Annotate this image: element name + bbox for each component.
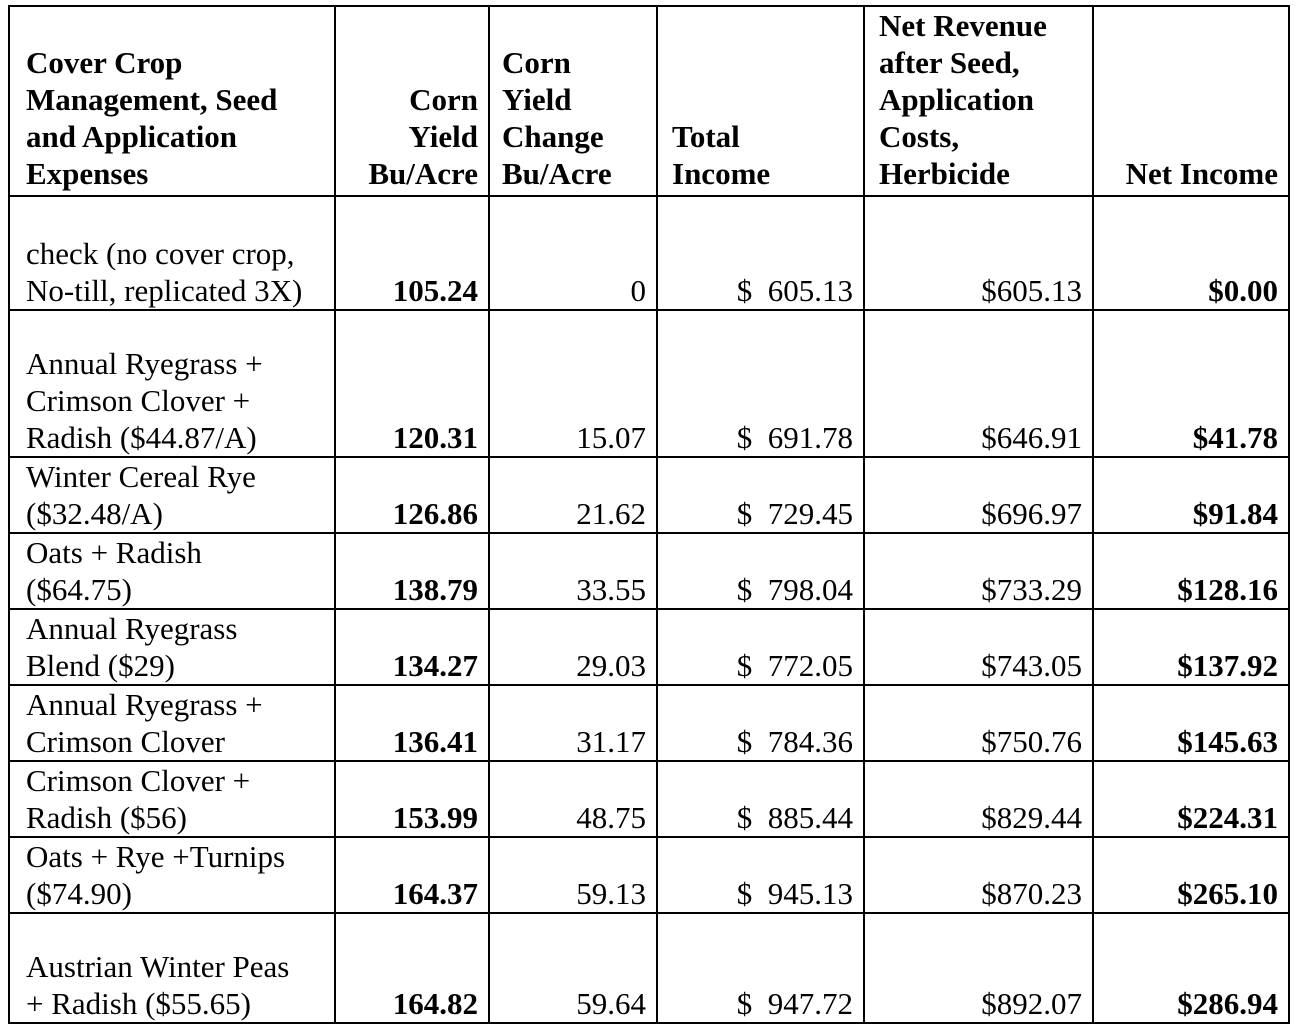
treatment-cell: Annual Ryegrass + Crimson Clover xyxy=(9,685,335,761)
net-income-cell: $224.31 xyxy=(1093,761,1289,837)
yield-change-cell: 15.07 xyxy=(489,310,657,457)
table-row xyxy=(9,457,1289,533)
header-corn-yield: Corn Yield Bu/Acre xyxy=(335,6,489,196)
total-income-cell: $ 885.44 xyxy=(657,761,864,837)
yield-change-cell: 59.64 xyxy=(489,913,657,1023)
total-income-cell: $ 605.13 xyxy=(657,196,864,310)
table-row xyxy=(9,196,1289,310)
header-treatment: Cover Crop Management, Seed and Application Expenses xyxy=(9,6,335,196)
total-income-cell: $ 945.13 xyxy=(657,837,864,913)
table-row xyxy=(9,533,1289,609)
yield-cell: 164.37 xyxy=(335,837,489,913)
yield-change-cell: 59.13 xyxy=(489,837,657,913)
yield-change-cell: 21.62 xyxy=(489,457,657,533)
net-income-cell: $0.00 xyxy=(1093,196,1289,310)
yield-cell: 136.41 xyxy=(335,685,489,761)
net-revenue-cell: $870.23 xyxy=(864,837,1093,913)
treatment-cell: Austrian Winter Peas + Radish ($55.65) xyxy=(9,913,335,1023)
yield-change-cell: 33.55 xyxy=(489,533,657,609)
net-income-cell: $137.92 xyxy=(1093,609,1289,685)
treatment-cell: Oats + Rye +Turnips ($74.90) xyxy=(9,837,335,913)
table-row xyxy=(9,761,1289,837)
header-total-income: Total Income xyxy=(657,6,864,196)
table-row xyxy=(9,609,1289,685)
treatment-cell: Annual Ryegrass Blend ($29) xyxy=(9,609,335,685)
yield-cell: 164.82 xyxy=(335,913,489,1023)
net-revenue-cell: $646.91 xyxy=(864,310,1093,457)
net-revenue-cell: $696.97 xyxy=(864,457,1093,533)
table-row xyxy=(9,837,1289,913)
header-net-income: Net Income xyxy=(1093,6,1289,196)
net-income-cell: $265.10 xyxy=(1093,837,1289,913)
treatment-cell: Annual Ryegrass + Crimson Clover + Radish ($44.87/A) xyxy=(9,310,335,457)
header-yield-change: Corn Yield Change Bu/Acre xyxy=(489,6,657,196)
yield-cell: 105.24 xyxy=(335,196,489,310)
cover-crop-results-table xyxy=(8,5,1290,1024)
yield-cell: 126.86 xyxy=(335,457,489,533)
yield-cell: 134.27 xyxy=(335,609,489,685)
table-row xyxy=(9,685,1289,761)
total-income-cell: $ 784.36 xyxy=(657,685,864,761)
treatment-cell: Oats + Radish ($64.75) xyxy=(9,533,335,609)
net-income-cell: $128.16 xyxy=(1093,533,1289,609)
net-income-cell: $41.78 xyxy=(1093,310,1289,457)
yield-change-cell: 29.03 xyxy=(489,609,657,685)
total-income-cell: $ 691.78 xyxy=(657,310,864,457)
net-revenue-cell: $733.29 xyxy=(864,533,1093,609)
header-net-revenue: Net Revenue after Seed, Application Costs, Herbicide xyxy=(864,6,1093,196)
total-income-cell: $ 772.05 xyxy=(657,609,864,685)
net-income-cell: $91.84 xyxy=(1093,457,1289,533)
net-income-cell: $286.94 xyxy=(1093,913,1289,1023)
yield-cell: 153.99 xyxy=(335,761,489,837)
net-revenue-cell: $605.13 xyxy=(864,196,1093,310)
net-revenue-cell: $829.44 xyxy=(864,761,1093,837)
yield-cell: 120.31 xyxy=(335,310,489,457)
yield-change-cell: 31.17 xyxy=(489,685,657,761)
net-income-cell: $145.63 xyxy=(1093,685,1289,761)
table-row xyxy=(9,913,1289,1023)
yield-cell: 138.79 xyxy=(335,533,489,609)
total-income-cell: $ 947.72 xyxy=(657,913,864,1023)
table-row xyxy=(9,310,1289,457)
net-revenue-cell: $750.76 xyxy=(864,685,1093,761)
yield-change-cell: 48.75 xyxy=(489,761,657,837)
net-revenue-cell: $743.05 xyxy=(864,609,1093,685)
treatment-cell: Crimson Clover + Radish ($56) xyxy=(9,761,335,837)
total-income-cell: $ 798.04 xyxy=(657,533,864,609)
treatment-cell: check (no cover crop, No-till, replicated 3X) xyxy=(9,196,335,310)
header-row xyxy=(9,6,1289,196)
treatment-cell: Winter Cereal Rye ($32.48/A) xyxy=(9,457,335,533)
net-revenue-cell: $892.07 xyxy=(864,913,1093,1023)
yield-change-cell: 0 xyxy=(489,196,657,310)
total-income-cell: $ 729.45 xyxy=(657,457,864,533)
